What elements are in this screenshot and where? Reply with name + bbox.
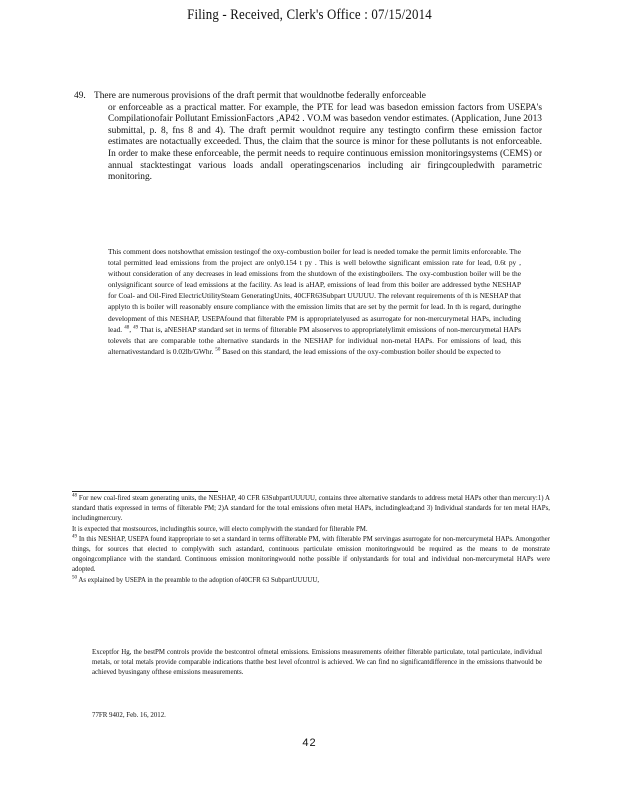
quote-citation: 77FR 9402, Feb. 16, 2012. bbox=[92, 712, 166, 719]
footnote-48-continuation bbox=[72, 525, 550, 535]
response-text-part-3: Based on this standard, the lead emissions of the oxy-combustion boiler should be expected to bbox=[222, 346, 501, 356]
footnote-48-text: For new coal-fired steam generating units, the NESHAP, 40 CFR 63SubpartUUUUU, contains three alternative standards to address metal HAPs other than mercury:1) A standard thatis expressed in terms of filterable PM; 2)A standard for the total emissions often metal HAPs, includinglead;and 3) Individual standards for ten metal HAPs, includingmercury. bbox=[72, 495, 550, 523]
response-text-part-2: That is, aNESHAP standard set in terms of filterable PM alsoserves to appropriatelylimit emissions of non-mercurymetal HAPs tolevels that are comparable tothe alternative standards in the NESHAP for individual non-metal HAPs. For emissions of lead, this alternativestandard is 0.02lb/GWhr. bbox=[108, 324, 521, 356]
footnote-49-text: In this NESHAP, USEPA found itappropriate to set a standard in terms offilterable PM, with filterable PM servingas asurrogate for non-mercurymetal HAPs. Amongother things, for sources that elected to complywith such astandard, continuous particulate emission monitoringwould be required as the means to de monstrate ongoingcompliance with the standard. Continuous emission monitoringwould nothe possible if onlystandards for total and individual non-mercurymetal HAPs were adopted. bbox=[72, 535, 550, 574]
page-number: 42 bbox=[302, 737, 317, 749]
item-number: 49. bbox=[74, 91, 86, 101]
footnote-48-number: 48 bbox=[72, 493, 77, 499]
footnote-50-number: 50 bbox=[72, 575, 77, 581]
item-text bbox=[94, 91, 542, 184]
footnote-separator bbox=[72, 491, 218, 492]
response-text-part-1: This comment does notshowthat emission testingof the oxy-combustion boiler for lead is needed tomake the permit limits enforceable. The total permitted lead emissions from the project are only0.154 t py . This is well belowthe significant emission rate for lead, 0.6t py , without consideration of any decreases in lead emissions from the shutdown of the existingboilers. The oxy-combustion boiler will be the onlysignificant source of lead emissions at the facility. As lead is aHAP, emissions of lead from this boiler are addressed bythe NESHAP for Coal- and Oil-Fired ElectricUtilitySteam GeneratingUnits, 40CFR63Subpart UUUUU. The relevant requirements of th is NESHAP that applyto th is boiler will reasonably ensure compliance with the emission limits that are set by the permit for lead. In th is regard, duringthe development of this NESHAP, USEPAfound that filterable PM is appropriatelyused as asurrogate for non-mercurymetal HAPs, including lead. bbox=[108, 247, 521, 334]
footnote-50 bbox=[72, 576, 550, 586]
footnote-48-text-b: It is expected that mostsources, includingthis source, will electo complywith the standard for filterable PM. bbox=[72, 525, 368, 533]
footnote-49-number: 49 bbox=[72, 534, 77, 540]
block-quote-text: Exceptfor Hg, the bestPM controls provide the bestcontrol ofmetal emissions. Emissions measurements ofeither filterable particulate, total particulate, individual metals, or total metals provide comparable indications thatthe best level ofcontrol is achieved. We can find no significantdifference in the emissions thatwould be achieved byusingany ofthese emissions measurements. bbox=[92, 649, 542, 677]
filing-stamp-header: Filing - Received, Clerk's Office : 07/15/2014 bbox=[187, 7, 432, 23]
footnote-ref-49: 49 bbox=[133, 325, 139, 331]
footnote-ref-48: 48 bbox=[124, 325, 130, 331]
item-continuation: or enforceable as a practical matter. For example, the PTE for lead was basedon emission factors from USEPA's Compilationofair Pollutant EmissionFactors ,AP42 . VO.M was basedon vendor estimates. (Application, June 2013 submittal, p. 8, fns 8 and 4). The draft permit wouldnot require any testingto confirm these emission factor estimates are notactually exceeded. Thus, the claim that the source is minor for these pollutants is not enforceable. In order to make these enforceable, the permit needs to require continuous emission monitoringsystems (CEMS) or annual stacktestingat various loads andall operatingscenarios including air firingcoupledwith parametric monitoring. bbox=[108, 102, 542, 183]
footnotes bbox=[72, 494, 550, 586]
footnote-49 bbox=[72, 535, 550, 576]
block-quote bbox=[92, 648, 542, 679]
item-first-line: There are numerous provisions of the draft permit that wouldnotbe federally enforceable bbox=[94, 91, 426, 101]
footnote-ref-50: 50 bbox=[215, 347, 221, 353]
response-paragraph: This comment does notshowthat emission testingof the oxy-combustion boiler for lead is needed tomake the permit limits enforceable. The total permitted lead emissions from the project are only0.154 t py . This is well belowthe significant emission rate for lead, 0.6t py , without consideration of any decreases in lead emissions from the shutdown of the existingboilers. The oxy-combustion boiler will be the onlysignificant source of lead emissions at the facility. As lead is aHAP, emissions of lead from this boiler are addressed bythe NESHAP for Coal- and Oil-Fired ElectricUtilitySteam GeneratingUnits, 40CFR63Subpart UUUUU. The relevant requirements of th is NESHAP that applyto th is boiler will reasonably ensure compliance with the emission limits that are set by the permit for lead. In th is regard, duringthe development of this NESHAP, USEPAfound that filterable PM is appropriatelyused as asurrogate for non-mercurymetal HAPs, including lead. $^{48}$, $^{49}$ That is, aNESHAP standard set in terms of filterable PM alsoserves to appropriatelylimit emissions of non-mercurymetal HAPs tolevels that are comparable tothe alternative standards in the NESHAP for individual non-metal HAPs. For emissions of lead, this alternativestandard is 0.02lb/GWhr. $^{50}$ Based on this standard, the lead emissions of the oxy-combustion boiler should be expected to bbox=[108, 247, 521, 356]
footnote-50-text: As explained by USEPA in the preamble to the adoption of40CFR 63 SubpartUUUUU, bbox=[78, 576, 320, 584]
footnote-48 bbox=[72, 494, 550, 525]
